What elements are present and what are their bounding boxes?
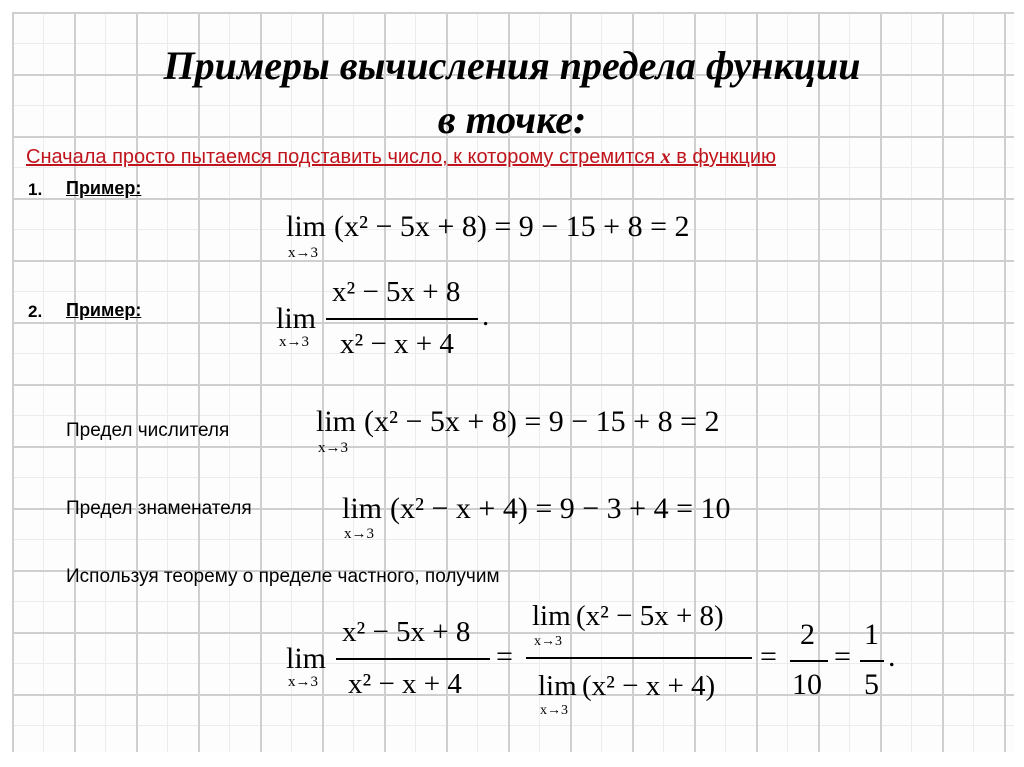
example2-period: . — [482, 300, 490, 332]
ratio-fraction-bar — [526, 657, 752, 659]
value-five: 5 — [864, 668, 879, 701]
example1-lim-sub: x→3 — [288, 245, 318, 261]
item-2-number: 2. — [28, 302, 43, 321]
denominator-lim-sub: x→3 — [344, 526, 374, 542]
item-1-label: Пример: — [66, 178, 142, 198]
value-two: 2 — [800, 618, 815, 651]
one-fifth-bar — [860, 660, 884, 662]
numerator-limit-label: Предел числителя — [66, 420, 230, 441]
equals-sign-2: = — [760, 640, 777, 673]
denominator-limit-expression: (x² − x + 4) = 9 − 3 + 4 = 10 — [390, 492, 731, 525]
numerator-limit-expression: (x² − 5x + 8) = 9 − 15 + 8 = 2 — [364, 405, 720, 438]
denominator-lim: lim — [342, 492, 383, 525]
slide-title-line1: Примеры вычисления предела функции — [163, 43, 861, 88]
item-1-number: 1. — [28, 180, 43, 199]
final-period: . — [888, 640, 896, 673]
theorem-label: Используя теорему о пределе частного, получим — [66, 566, 500, 587]
value-ten: 10 — [792, 668, 822, 701]
equals-sign-1: = — [496, 640, 513, 673]
ratio-numerator-lim-sub: x→3 — [534, 634, 562, 649]
example2-lim-sub: x→3 — [279, 334, 309, 350]
two-tenths-bar — [790, 660, 828, 662]
final-fraction-bar — [336, 658, 490, 660]
final-denominator: x² − x + 4 — [348, 668, 462, 700]
ratio-numerator-expression: (x² − 5x + 8) — [576, 600, 724, 632]
ratio-denominator-lim-sub: x→3 — [540, 703, 568, 718]
denominator-limit-label: Предел знаменателя — [66, 498, 252, 519]
equals-sign-3: = — [834, 640, 851, 673]
value-one: 1 — [864, 618, 879, 651]
example2-denominator: x² − x + 4 — [340, 328, 454, 360]
instruction-after: в функцию — [670, 146, 777, 168]
numerator-lim: lim — [316, 405, 357, 438]
instruction-before: Сначала просто пытаемся подставить число, к которому стремится — [26, 146, 661, 168]
example1-expression: (x² − 5x + 8) = 9 − 15 + 8 = 2 — [334, 210, 690, 243]
ratio-denominator-lim: lim — [538, 670, 577, 702]
instruction-text — [26, 146, 776, 169]
slide-title-line2: в точке: — [437, 97, 587, 142]
ratio-denominator-expression: (x² − x + 4) — [582, 670, 716, 702]
final-lim-sub: x→3 — [288, 674, 318, 690]
final-numerator: x² − 5x + 8 — [342, 616, 471, 648]
item-2-label: Пример: — [66, 300, 142, 320]
example2-fraction-bar — [326, 318, 478, 320]
example2-lim: lim — [276, 302, 317, 335]
example1-lim: lim — [286, 210, 327, 243]
final-lim: lim — [286, 642, 327, 675]
ratio-numerator-lim: lim — [532, 600, 571, 632]
example2-numerator: x² − 5x + 8 — [332, 276, 461, 308]
instruction-variable: x — [660, 146, 671, 168]
numerator-lim-sub: x→3 — [318, 440, 348, 456]
